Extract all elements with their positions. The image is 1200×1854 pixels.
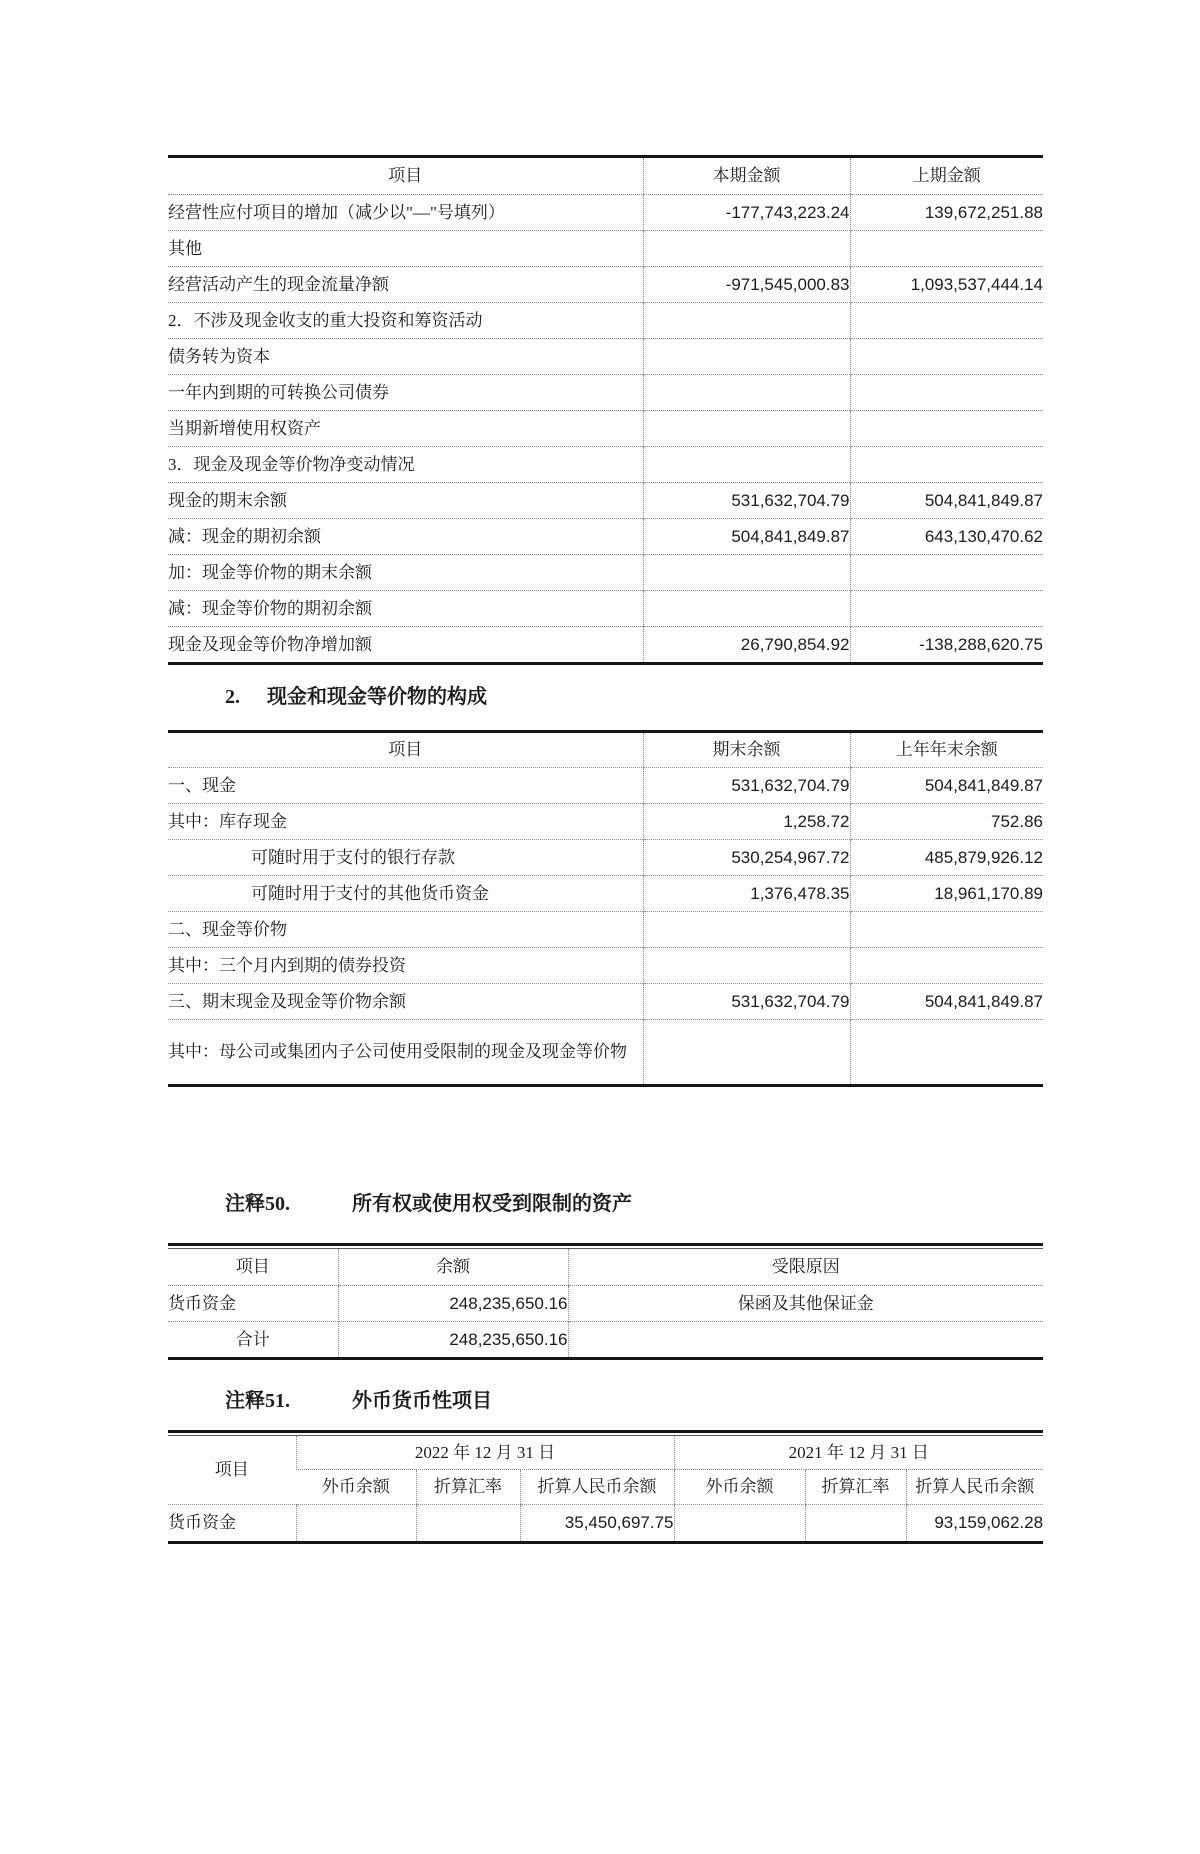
ending-balance	[643, 948, 850, 984]
current-amount	[643, 411, 850, 447]
item-label: 减：现金的期初余额	[168, 519, 643, 555]
table-row	[168, 1505, 1043, 1543]
ending-balance	[643, 912, 850, 948]
current-amount: 26,790,854.92	[643, 627, 850, 664]
item-label: 其中：库存现金	[168, 804, 643, 840]
exchange-rate-2021	[805, 1505, 906, 1543]
item-label: 3．现金及现金等价物净变动情况	[168, 447, 643, 483]
prior-amount: 504,841,849.87	[850, 483, 1043, 519]
table-row	[168, 984, 1043, 1020]
note-50-title	[225, 1191, 1043, 1217]
table-row	[168, 519, 1043, 555]
item-label: 当期新增使用权资产	[168, 411, 643, 447]
col-header-balance: 余额	[338, 1249, 568, 1286]
ending-balance: 1,376,478.35	[643, 876, 850, 912]
item-label: 其他	[168, 231, 643, 267]
prior-amount: 139,672,251.88	[850, 195, 1043, 231]
prior-amount	[850, 447, 1043, 483]
col-header-exchange-rate: 折算汇率	[805, 1470, 906, 1505]
item-label: 一年内到期的可转换公司债券	[168, 375, 643, 411]
item-label: 二、现金等价物	[168, 912, 643, 948]
col-group-2022-date: 2022 年 12 月 31 日	[296, 1436, 674, 1470]
table-row	[168, 1286, 1043, 1322]
table-row	[168, 375, 1043, 411]
item-label: 现金的期末余额	[168, 483, 643, 519]
rmb-balance-2021: 93,159,062.28	[906, 1505, 1043, 1543]
foreign-currency-table-wrapper	[168, 1430, 1043, 1544]
balance-amount: 248,235,650.16	[338, 1286, 568, 1322]
item-label: 三、期末现金及现金等价物余额	[168, 984, 643, 1020]
item-label: 货币资金	[168, 1505, 296, 1543]
prior-amount	[850, 555, 1043, 591]
table-header-row	[168, 157, 1043, 195]
ending-balance: 531,632,704.79	[643, 768, 850, 804]
col-header-item: 项目	[168, 1249, 338, 1286]
ending-balance: 531,632,704.79	[643, 984, 850, 1020]
fx-balance-2021	[674, 1505, 805, 1543]
current-amount	[643, 591, 850, 627]
table-row	[168, 195, 1043, 231]
prior-year-balance: 504,841,849.87	[850, 984, 1043, 1020]
prior-amount	[850, 375, 1043, 411]
note-title-text: 所有权或使用权受到限制的资产	[352, 1193, 632, 1215]
fx-balance-2022	[296, 1505, 416, 1543]
table-header-row	[168, 732, 1043, 768]
item-label: 经营活动产生的现金流量净额	[168, 267, 643, 303]
col-group-2021-date: 2021 年 12 月 31 日	[674, 1436, 1043, 1470]
prior-amount: 643,130,470.62	[850, 519, 1043, 555]
table-row	[168, 303, 1043, 339]
table-row	[168, 804, 1043, 840]
total-balance-amount: 248,235,650.16	[338, 1322, 568, 1359]
item-label: 债务转为资本	[168, 339, 643, 375]
item-label: 减：现金等价物的期初余额	[168, 591, 643, 627]
item-label: 2．不涉及现金收支的重大投资和筹资活动	[168, 303, 643, 339]
col-header-exchange-rate: 折算汇率	[416, 1470, 520, 1505]
table-row	[168, 339, 1043, 375]
prior-amount	[850, 303, 1043, 339]
prior-year-balance: 485,879,926.12	[850, 840, 1043, 876]
restricted-assets-table-wrapper	[168, 1243, 1043, 1360]
table-row	[168, 1322, 1043, 1359]
col-header-fx-balance: 外币余额	[296, 1470, 416, 1505]
item-label: 一、现金	[168, 768, 643, 804]
foreign-currency-table	[168, 1435, 1043, 1544]
col-header-rmb-balance: 折算人民币余额	[520, 1470, 674, 1505]
note-number: 注释50.	[225, 1193, 290, 1215]
col-header-item: 项目	[168, 1436, 296, 1505]
prior-amount	[850, 231, 1043, 267]
restriction-reason	[568, 1322, 1043, 1359]
table-row	[168, 627, 1043, 664]
ending-balance: 530,254,967.72	[643, 840, 850, 876]
item-label: 现金及现金等价物净增加额	[168, 627, 643, 664]
current-amount	[643, 339, 850, 375]
current-amount	[643, 555, 850, 591]
prior-amount: 1,093,537,444.14	[850, 267, 1043, 303]
current-amount: -971,545,000.83	[643, 267, 850, 303]
col-header-rmb-balance: 折算人民币余额	[906, 1470, 1043, 1505]
table-row	[168, 912, 1043, 948]
table-row	[168, 1020, 1043, 1086]
col-header-item: 项目	[168, 732, 643, 768]
table-row	[168, 483, 1043, 519]
prior-amount	[850, 411, 1043, 447]
table-row	[168, 876, 1043, 912]
table-subheader-row	[168, 1470, 1043, 1505]
prior-year-balance	[850, 912, 1043, 948]
col-header-prior-year-balance: 上年年末余额	[850, 732, 1043, 768]
prior-year-balance: 504,841,849.87	[850, 768, 1043, 804]
item-label: 其中：母公司或集团内子公司使用受限制的现金及现金等价物	[168, 1020, 643, 1086]
current-amount: 531,632,704.79	[643, 483, 850, 519]
current-amount: 504,841,849.87	[643, 519, 850, 555]
current-amount	[643, 375, 850, 411]
total-label: 合计	[168, 1322, 338, 1359]
table-row	[168, 267, 1043, 303]
prior-year-balance: 752.86	[850, 804, 1043, 840]
restricted-assets-table	[168, 1248, 1043, 1360]
col-header-item: 项目	[168, 157, 643, 195]
table-row	[168, 231, 1043, 267]
table-row	[168, 447, 1043, 483]
prior-amount: -138,288,620.75	[850, 627, 1043, 664]
prior-amount	[850, 591, 1043, 627]
exchange-rate-2022	[416, 1505, 520, 1543]
prior-year-balance	[850, 948, 1043, 984]
ending-balance: 1,258.72	[643, 804, 850, 840]
col-header-prior-amount: 上期金额	[850, 157, 1043, 195]
item-label: 可随时用于支付的其他货币资金	[168, 876, 643, 912]
table-row	[168, 591, 1043, 627]
col-header-current-amount: 本期金额	[643, 157, 850, 195]
table-row	[168, 555, 1043, 591]
section-title-cash-composition	[225, 684, 1043, 710]
cash-composition-table	[168, 730, 1043, 1087]
table-row	[168, 768, 1043, 804]
prior-amount	[850, 339, 1043, 375]
col-header-ending-balance: 期末余额	[643, 732, 850, 768]
rmb-balance-2022: 35,450,697.75	[520, 1505, 674, 1543]
note-number: 注释51.	[225, 1390, 290, 1412]
table-header-row	[168, 1249, 1043, 1286]
table-row	[168, 840, 1043, 876]
section-number: 2.	[225, 686, 240, 708]
table-row	[168, 948, 1043, 984]
note-51-title	[225, 1388, 1043, 1414]
col-header-restriction-reason: 受限原因	[568, 1249, 1043, 1286]
prior-year-balance	[850, 1020, 1043, 1086]
current-amount	[643, 447, 850, 483]
item-label: 经营性应付项目的增加（减少以"—"号填列）	[168, 195, 643, 231]
section-title-text: 现金和现金等价物的构成	[267, 686, 487, 708]
prior-year-balance: 18,961,170.89	[850, 876, 1043, 912]
financial-report-page	[168, 155, 1043, 1544]
ending-balance	[643, 1020, 850, 1086]
item-label: 加：现金等价物的期末余额	[168, 555, 643, 591]
table-group-header-row	[168, 1436, 1043, 1470]
current-amount: -177,743,223.24	[643, 195, 850, 231]
item-label: 货币资金	[168, 1286, 338, 1322]
note-title-text: 外币货币性项目	[352, 1390, 492, 1412]
item-label: 其中：三个月内到期的债券投资	[168, 948, 643, 984]
col-header-fx-balance: 外币余额	[674, 1470, 805, 1505]
restriction-reason: 保函及其他保证金	[568, 1286, 1043, 1322]
current-amount	[643, 231, 850, 267]
cash-flow-supplement-table	[168, 155, 1043, 665]
item-label: 可随时用于支付的银行存款	[168, 840, 643, 876]
current-amount	[643, 303, 850, 339]
table-row	[168, 411, 1043, 447]
